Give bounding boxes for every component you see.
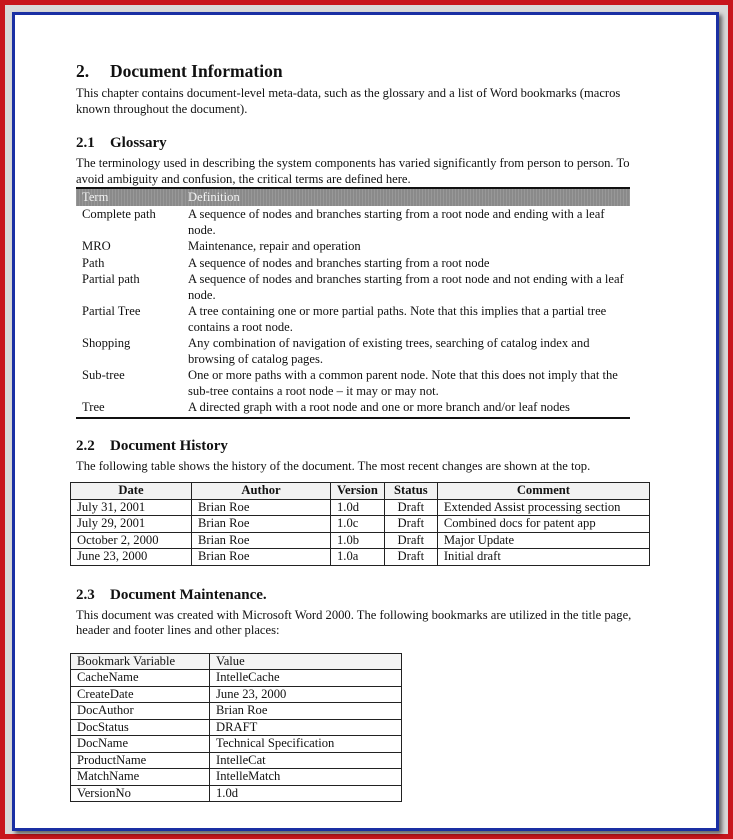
bookmark-row — [71, 769, 402, 786]
glossary-definition: A sequence of nodes and branches starting from a root node and not ending with a leaf node. — [188, 272, 624, 302]
document-page — [76, 60, 636, 802]
history-header-date: Date — [71, 483, 192, 500]
glossary-row — [76, 399, 630, 418]
bookmark-value: 1.0d — [210, 785, 402, 802]
bookmark-header-value: Value — [210, 653, 402, 670]
glossary-intro: The terminology used in describing the system components has varied significantly from person to person. To avoid ambiguity and confusion, the critical terms are defined here. — [76, 156, 630, 186]
section-2-3-heading: 2.3 Document Maintenance. — [76, 586, 267, 603]
section-2-1-heading: 2.1 Glossary — [76, 135, 167, 151]
glossary-term: Path — [82, 255, 105, 270]
bookmark-header-row — [71, 653, 402, 670]
section-2-intro: This chapter contains document-level meta-data, such as the glossary and a list of Word bookmarks (macros known throughout the document). — [76, 86, 621, 116]
history-status: Draft — [384, 549, 437, 566]
history-row — [71, 516, 650, 533]
history-date: July 29, 2001 — [71, 516, 192, 533]
glossary-row — [76, 206, 630, 238]
history-author: Brian Roe — [192, 499, 331, 516]
history-version: 1.0d — [331, 499, 385, 516]
history-comment: Major Update — [437, 532, 649, 549]
history-row — [71, 499, 650, 516]
bookmark-variable: DocStatus — [71, 719, 210, 736]
history-header-status: Status — [384, 483, 437, 500]
glossary-definition: One or more paths with a common parent node. Note that this does not imply that the sub-tree contains a root node – it may or may not. — [188, 368, 618, 398]
section-2-2-heading: 2.2 Document History — [76, 437, 228, 454]
bookmark-row — [71, 752, 402, 769]
bookmark-variable: CacheName — [71, 670, 210, 687]
glossary-term: Sub-tree — [82, 368, 125, 382]
glossary-term: Tree — [76, 399, 182, 418]
glossary-row — [76, 271, 630, 303]
glossary-definition: A tree containing one or more partial paths. Note that this implies that a partial tree contains a root node. — [188, 304, 607, 334]
glossary-definition: A directed graph with a root node and one or more branch and/or leaf nodes — [182, 399, 630, 418]
bookmark-variable: VersionNo — [71, 785, 210, 802]
history-author: Brian Roe — [192, 549, 331, 566]
glossary-term: Complete path — [82, 207, 156, 221]
history-date: July 31, 2001 — [71, 499, 192, 516]
bookmark-row — [71, 686, 402, 703]
history-intro: The following table shows the history of the document. The most recent changes are shown at the top. — [76, 458, 591, 473]
glossary-definition: Any combination of navigation of existing trees, searching of catalog index and browsing of catalog pages. — [188, 336, 590, 366]
glossary-header-row — [76, 188, 630, 206]
history-comment: Combined docs for patent app — [437, 516, 649, 533]
history-author: Brian Roe — [192, 532, 331, 549]
bookmark-header-variable: Bookmark Variable — [71, 653, 210, 670]
history-status: Draft — [384, 532, 437, 549]
bookmark-variable: CreateDate — [71, 686, 210, 703]
glossary-row — [76, 367, 630, 399]
bookmark-value: Technical Specification — [210, 736, 402, 753]
history-header-row — [71, 483, 650, 500]
bookmark-value: Brian Roe — [210, 703, 402, 720]
history-status: Draft — [384, 516, 437, 533]
history-comment: Initial draft — [437, 549, 649, 566]
bookmark-variable: MatchName — [71, 769, 210, 786]
history-author: Brian Roe — [192, 516, 331, 533]
history-version: 1.0a — [331, 549, 385, 566]
bookmark-value: IntelleMatch — [210, 769, 402, 786]
bookmark-table — [70, 653, 402, 803]
bookmark-row — [71, 785, 402, 802]
glossary-definition: A sequence of nodes and branches starting from a root node — [188, 255, 490, 270]
glossary-term: Partial path — [82, 272, 140, 286]
bookmark-variable: ProductName — [71, 752, 210, 769]
bookmark-row — [71, 703, 402, 720]
bookmark-row — [71, 736, 402, 753]
glossary-header-term: Term — [76, 188, 182, 206]
history-date: June 23, 2000 — [71, 549, 192, 566]
glossary-row — [76, 238, 630, 255]
history-row — [71, 532, 650, 549]
glossary-table — [76, 187, 630, 419]
history-header-comment: Comment — [437, 483, 649, 500]
glossary-definition: A sequence of nodes and branches starting from a root node and ending with a leaf node. — [188, 207, 605, 237]
bookmark-variable: DocAuthor — [71, 703, 210, 720]
maintenance-intro: This document was created with Microsoft Word 2000. The following bookmarks are utilized in the title page, header and footer lines and other places: — [76, 607, 632, 637]
bookmark-variable: DocName — [71, 736, 210, 753]
bookmark-value: June 23, 2000 — [210, 686, 402, 703]
history-status: Draft — [384, 499, 437, 516]
glossary-row — [76, 255, 630, 272]
history-comment: Extended Assist processing section — [437, 499, 649, 516]
glossary-term: Partial Tree — [82, 304, 141, 318]
history-header-version: Version — [331, 483, 385, 500]
history-row — [71, 549, 650, 566]
history-version: 1.0b — [331, 532, 385, 549]
bookmark-value: IntelleCache — [210, 670, 402, 687]
bookmark-row — [71, 719, 402, 736]
glossary-term: MRO — [82, 239, 111, 253]
glossary-term: Shopping — [82, 336, 131, 350]
bookmark-row — [71, 670, 402, 687]
history-version: 1.0c — [331, 516, 385, 533]
glossary-definition: Maintenance, repair and operation — [188, 239, 361, 253]
glossary-row — [76, 335, 630, 367]
bookmark-value: IntelleCat — [210, 752, 402, 769]
section-2-heading: 2. Document Information — [76, 61, 283, 81]
bookmark-value: DRAFT — [210, 719, 402, 736]
glossary-header-definition: Definition — [182, 188, 630, 206]
history-header-author: Author — [192, 483, 331, 500]
history-date: October 2, 2000 — [71, 532, 192, 549]
history-table — [70, 482, 650, 566]
glossary-row — [76, 303, 630, 335]
